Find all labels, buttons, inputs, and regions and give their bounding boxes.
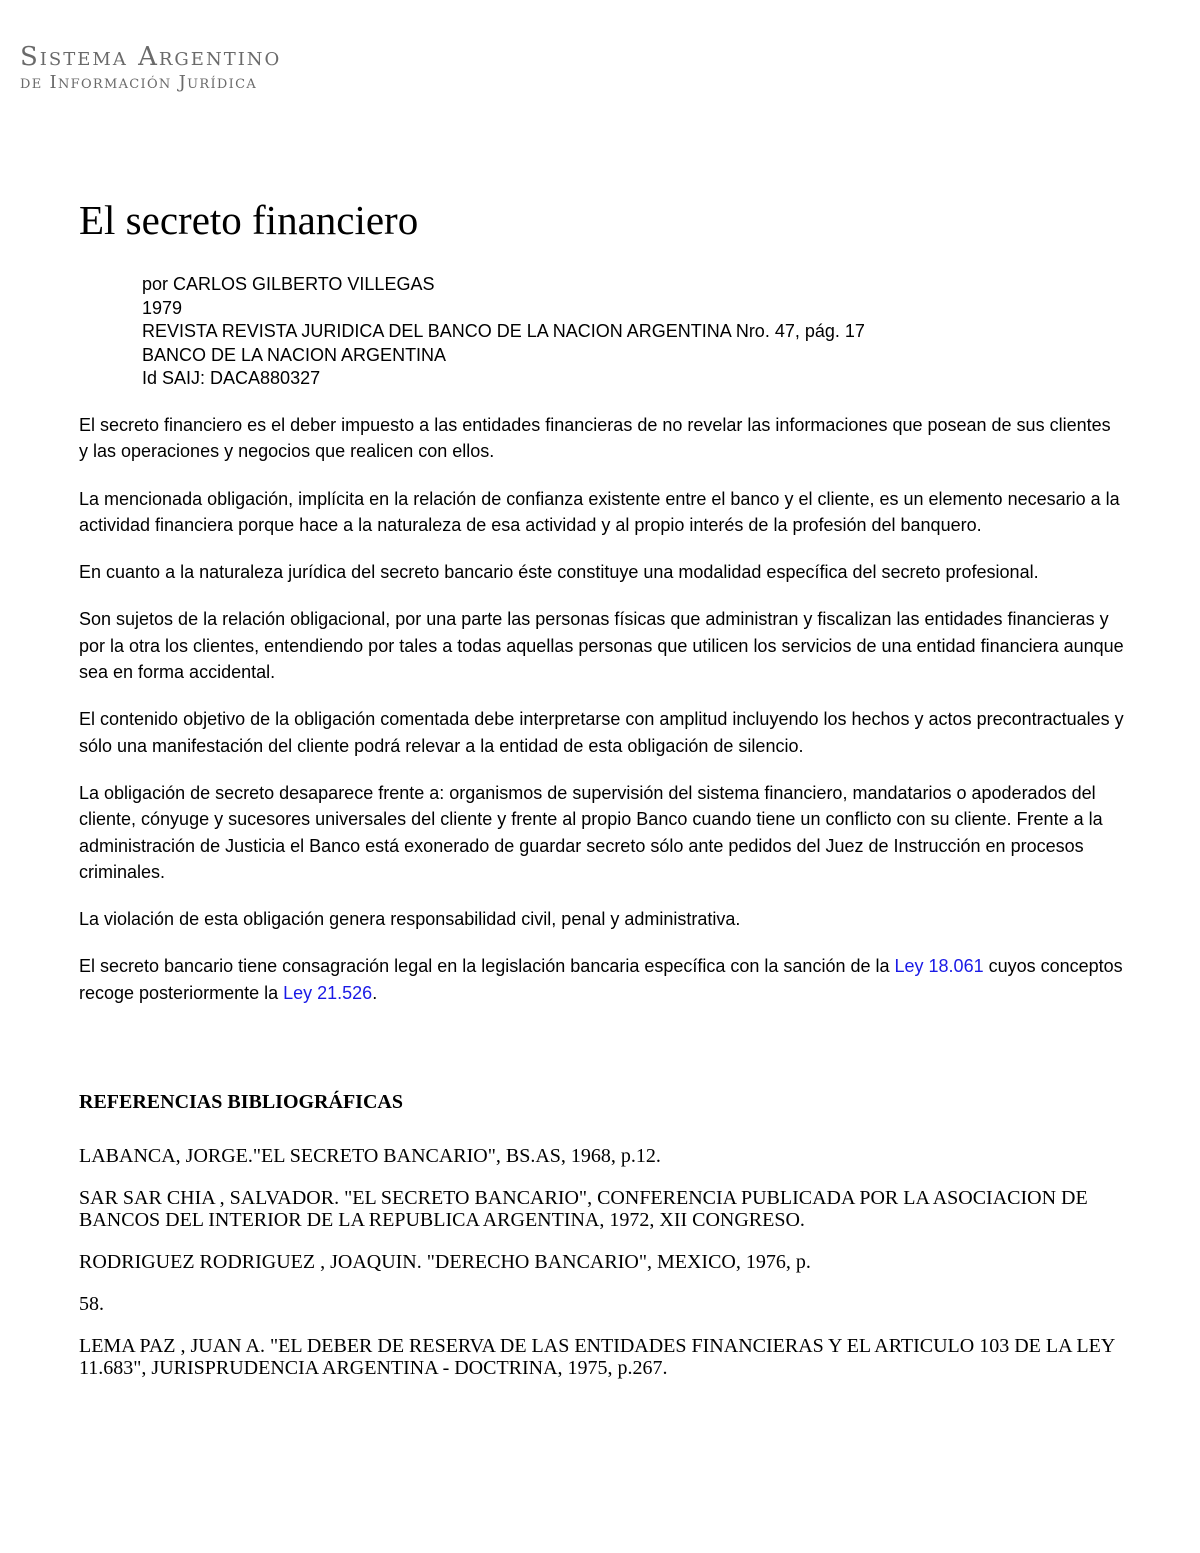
body-paragraph-legal — [79, 953, 1124, 1006]
journal-line: REVISTA REVISTA JURIDICA DEL BANCO DE LA NACION ARGENTINA Nro. 47, pág. 17 — [142, 321, 865, 341]
reference-item: LABANCA, JORGE."EL SECRETO BANCARIO", BS.AS, 1968, p.12. — [79, 1145, 661, 1167]
reference-item: SAR SAR CHIA , SALVADOR. "EL SECRETO BANCARIO", CONFERENCIA PUBLICADA POR LA ASOCIACION DE BANCOS DEL INTERIOR DE LA REPUBLICA ARGENTINA, 1972, XII CONGRESO. — [79, 1187, 1088, 1231]
saij-id-line: Id SAIJ: DACA880327 — [142, 368, 321, 388]
author-line: por CARLOS GILBERTO VILLEGAS — [142, 274, 435, 294]
publisher-line: BANCO DE LA NACION ARGENTINA — [142, 344, 447, 365]
body-paragraph: El contenido objetivo de la obligación comentada debe interpretarse con amplitud incluyendo los hechos y actos precontractuales y sólo una manifestación del cliente podrá relevar a la entidad de esta obligación de silencio. — [79, 709, 1124, 756]
ley-18061-link[interactable]: Ley 18.061 — [894, 956, 984, 977]
body-paragraph: En cuanto a la naturaleza jurídica del secreto bancario éste constituye una modalidad específica del secreto profesional. — [79, 562, 1039, 583]
body-paragraph: El secreto financiero es el deber impuesto a las entidades financieras de no revelar las informaciones que posean de sus clientes y las operaciones y negocios que realicen con ellos. — [79, 415, 1111, 462]
logo-line-2: de Información Jurídica — [20, 72, 258, 93]
text-segment: . — [372, 982, 378, 1003]
logo-line-1: Sistema Argentino — [20, 42, 282, 72]
body-paragraph: La violación de esta obligación genera responsabilidad civil, penal y administrativa. — [79, 909, 741, 930]
references-heading: REFERENCIAS BIBLIOGRÁFICAS — [79, 1091, 403, 1113]
body-paragraph: Son sujetos de la relación obligacional, por una parte las personas físicas que administran y fiscalizan las entidades financieras y por la otra los clientes, entendiendo por tales a todas aquellas personas que utilicen los servicios de una entidad financiera aunque sea en forma accidental. — [79, 609, 1124, 683]
reference-item: 58. — [79, 1293, 104, 1315]
references-section — [79, 1088, 1124, 1399]
text-segment: cuyos conceptos recoge posteriormente la — [79, 956, 1123, 1003]
article-body — [79, 412, 1124, 1027]
body-paragraph: La mencionada obligación, implícita en la relación de confianza existente entre el banco y el cliente, es un elemento necesario a la actividad financiera porque hace a la naturaleza de esa actividad y al propio interés de la profesión del banquero. — [79, 488, 1120, 535]
ley-21526-link[interactable]: Ley 21.526 — [283, 982, 373, 1003]
publication-year: 1979 — [142, 297, 183, 318]
page-title: El secreto financiero — [79, 197, 419, 243]
reference-item: RODRIGUEZ RODRIGUEZ , JOAQUIN. "DERECHO BANCARIO", MEXICO, 1976, p. — [79, 1251, 811, 1273]
saij-logo — [20, 44, 281, 92]
text-segment: El secreto bancario tiene consagración legal en la legislación bancaria específica con la sanción de la — [79, 956, 895, 977]
document-metadata — [142, 273, 865, 391]
reference-item: LEMA PAZ , JUAN A. "EL DEBER DE RESERVA DE LAS ENTIDADES FINANCIERAS Y EL ARTICULO 103 DE LA LEY 11.683", JURISPRUDENCIA ARGENTINA - DOCTRINA, 1975, p.267. — [79, 1335, 1115, 1379]
body-paragraph: La obligación de secreto desaparece frente a: organismos de supervisión del sistema financiero, mandatarios o apoderados del cliente, cónyuge y sucesores universales del cliente y frente al propio Banco cuando tiene un conflicto con su cliente. Frente a la administración de Justicia el Banco está exonerado de guardar secreto sólo ante pedidos del Juez de Instrucción en procesos criminales. — [79, 782, 1103, 882]
